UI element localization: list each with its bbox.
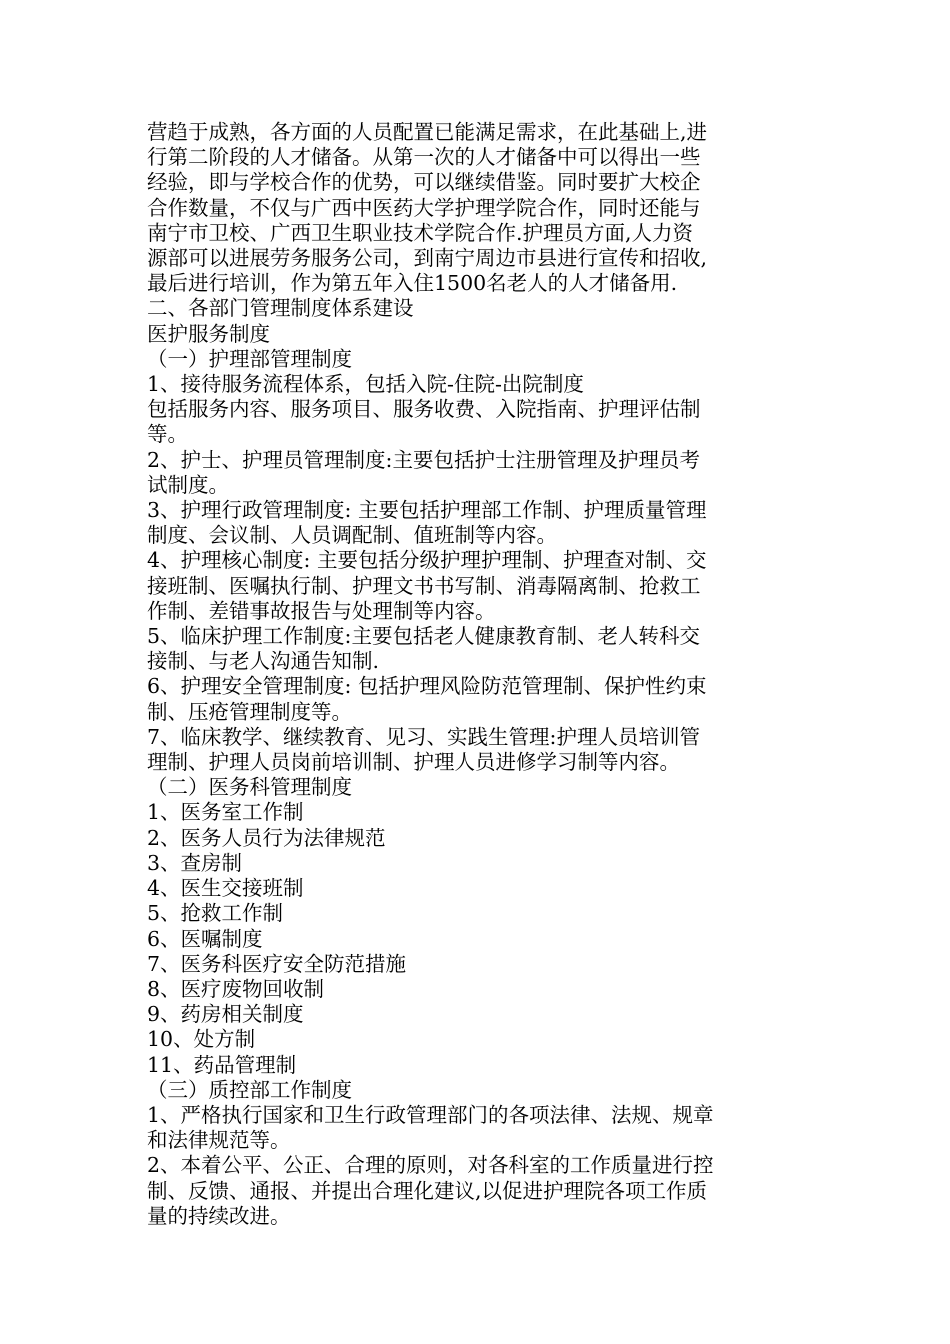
text-line: 2、本着公平、公正、合理的原则，对各科室的工作质量进行控 xyxy=(147,1153,714,1178)
text-line: 6、医嘱制度 xyxy=(147,926,263,951)
paragraph xyxy=(147,851,807,876)
text-line: 9、药房相关制度 xyxy=(147,1002,304,1027)
paragraph xyxy=(147,448,807,498)
paragraph xyxy=(147,1078,807,1103)
text-line: 8、医疗废物回收制 xyxy=(147,976,325,1001)
paragraph xyxy=(147,725,807,775)
text-line: 制、压疮管理制度等。 xyxy=(147,699,352,724)
text-line: 7、临床教学、继续教育、见习、实践生管理:护理人员培训管 xyxy=(147,724,700,749)
paragraph xyxy=(147,826,807,851)
text-line: 作制、差错事故报告与处理制等内容。 xyxy=(147,598,496,623)
text-line: 3、查房制 xyxy=(147,850,243,875)
paragraph xyxy=(147,977,807,1002)
text-line: 6、护理安全管理制度: 包括护理风险防范管理制、保护性约束 xyxy=(147,674,707,699)
paragraph xyxy=(147,952,807,977)
text-line: 2、护士、护理员管理制度:主要包括护士注册管理及护理员考 xyxy=(147,447,700,472)
paragraph xyxy=(147,548,807,624)
text-line: 等。 xyxy=(147,422,188,447)
paragraph xyxy=(147,498,807,548)
paragraph xyxy=(147,120,807,296)
paragraph xyxy=(147,1002,807,1027)
text-line: 1、医务室工作制 xyxy=(147,800,304,825)
text-line: （一）护理部管理制度 xyxy=(147,346,352,371)
text-line: 4、医生交接班制 xyxy=(147,876,304,901)
text-line: 1、接待服务流程体系，包括入院-住院-出院制度 xyxy=(147,372,584,397)
text-line: 11、药品管理制 xyxy=(147,1052,297,1077)
paragraph xyxy=(147,1153,807,1229)
text-line: 营趋于成熟，各方面的人员配置已能满足需求，在此基础上,进 xyxy=(147,120,708,144)
paragraph xyxy=(147,901,807,926)
document-body xyxy=(147,120,807,1229)
paragraph xyxy=(147,347,807,372)
text-line: 试制度。 xyxy=(147,472,229,497)
paragraph xyxy=(147,674,807,724)
paragraph xyxy=(147,927,807,952)
text-line: 行第二阶段的人才储备。从第一次的人才储备中可以得出一些 xyxy=(147,145,701,170)
text-line: 源部可以进展劳务服务公司，到南宁周边市县进行宣传和招收, xyxy=(147,246,708,271)
paragraph xyxy=(147,800,807,825)
text-line: 和法律规范等。 xyxy=(147,1128,291,1153)
text-line: 接班制、医嘱执行制、护理文书书写制、消毒隔离制、抢救工 xyxy=(147,573,701,598)
paragraph xyxy=(147,397,807,447)
paragraph xyxy=(147,876,807,901)
paragraph xyxy=(147,1027,807,1052)
text-line: 二、各部门管理制度体系建设 xyxy=(147,296,414,321)
text-line: （二）医务科管理制度 xyxy=(147,775,352,800)
paragraph xyxy=(147,372,807,397)
paragraph xyxy=(147,1053,807,1078)
text-line: 7、医务科医疗安全防范措施 xyxy=(147,951,407,976)
text-line: 合作数量，不仅与广西中医药大学护理学院合作，同时还能与 xyxy=(147,195,701,220)
text-line: 南宁市卫校、广西卫生职业技术学院合作.护理员方面,人力资 xyxy=(147,220,694,245)
text-line: 接制、与老人沟通告知制. xyxy=(147,649,380,674)
text-line: 5、临床护理工作制度:主要包括老人健康教育制、老人转科交 xyxy=(147,624,700,649)
text-line: 理制、护理人员岗前培训制、护理人员进修学习制等内容。 xyxy=(147,750,680,775)
text-line: 10、处方制 xyxy=(147,1027,256,1052)
text-line: 包括服务内容、服务项目、服务收费、入院指南、护理评估制 xyxy=(147,397,701,422)
text-line: （三）质控部工作制度 xyxy=(147,1077,352,1102)
paragraph xyxy=(147,1103,807,1153)
paragraph xyxy=(147,775,807,800)
paragraph xyxy=(147,296,807,321)
paragraph xyxy=(147,322,807,347)
paragraph xyxy=(147,624,807,674)
text-line: 2、医务人员行为法律规范 xyxy=(147,825,386,850)
text-line: 3、护理行政管理制度: 主要包括护理部工作制、护理质量管理 xyxy=(147,498,707,523)
text-line: 5、抢救工作制 xyxy=(147,901,284,926)
text-line: 医护服务制度 xyxy=(147,321,270,346)
text-line: 最后进行培训，作为第五年入住1500名老人的人才储备用. xyxy=(147,271,678,296)
text-line: 1、严格执行国家和卫生行政管理部门的各项法律、法规、规章 xyxy=(147,1102,714,1127)
text-line: 量的持续改进。 xyxy=(147,1203,291,1228)
text-line: 经验，即与学校合作的优势，可以继续借鉴。同时要扩大校企 xyxy=(147,170,701,195)
text-line: 制、反馈、通报、并提出合理化建议,以促进护理院各项工作质 xyxy=(147,1178,708,1203)
text-line: 制度、会议制、人员调配制、值班制等内容。 xyxy=(147,523,557,548)
text-line: 4、护理核心制度: 主要包括分级护理护理制、护理查对制、交 xyxy=(147,548,707,573)
